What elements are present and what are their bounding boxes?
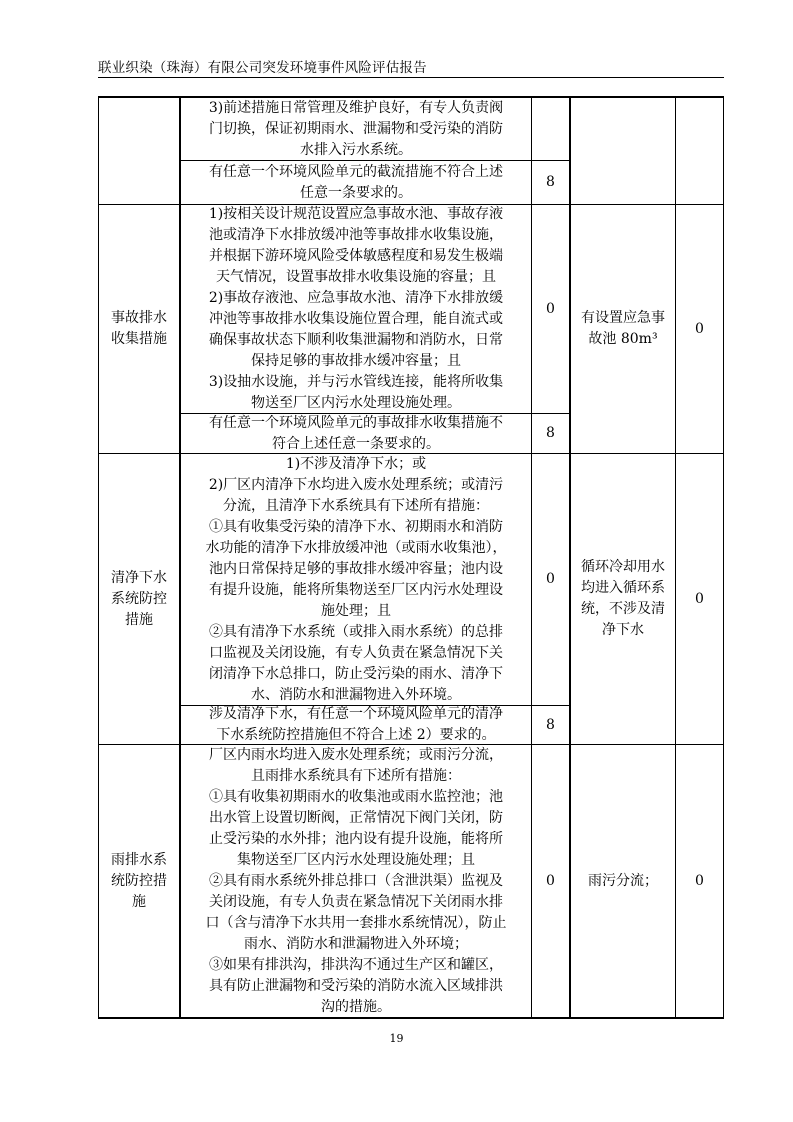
section-0-result-cell [675, 97, 724, 205]
section-3-state-cell: 雨污分流； [570, 744, 676, 1018]
section-0-row-1-score: 8 [531, 160, 570, 205]
section-3-item-cell: 雨排水系统防控措施 [98, 744, 180, 1018]
section-2-item-cell: 清净下水系统防控措施 [98, 453, 180, 745]
section-2-row-1-desc: 涉及清净下水，有任意一个环境风险单元的清净 下水系统防控措施但不符合上述 2）要求的。 [180, 705, 532, 745]
section-1-row-1-desc: 有任意一个环境风险单元的事故排水收集措施不 符合上述任意一条要求的。 [180, 413, 532, 454]
section-3-result-cell: 0 [675, 744, 724, 1018]
section-2-result-cell: 0 [675, 453, 724, 745]
table-bottom-rule [98, 1017, 724, 1019]
section-0-state-cell [570, 97, 676, 205]
section-2-row-1-score: 8 [531, 705, 570, 745]
section-0-item-cell [98, 97, 180, 205]
section-1-item-cell: 事故排水收集措施 [98, 204, 180, 454]
section-0-row-0-score [531, 97, 570, 161]
section-1-row-0-score: 0 [531, 204, 570, 414]
section-3-row-0-score: 0 [531, 744, 570, 1018]
section-1-row-0-desc: 1)按相关设计规范设置应急事故水池、事故存液 池或清净下水排放缓冲池等事故排水收集设施， 并根据下游环境风险受体敏感程度和易发生极端 天气情况，设置事故排水收集设施的容量；且 2)事故存液池、应急事故水池、清净下水排放缓 冲池等事故排水收集设施位置合理，能自流式或 确保事故状态下顺利收集泄漏物和消防水，日常 保持足够的事故排水缓冲容量；且 3)设抽水设施，并与污水管线连接，能将所收集 物送至厂区内污水处理设施处理。 [180, 204, 532, 414]
section-0-row-0-desc: 3)前述措施日常管理及维护良好，有专人负责阀 门切换，保证初期雨水、泄漏物和受污染的消防 水排入污水系统。 [180, 97, 532, 161]
header-divider [98, 77, 724, 78]
section-1-result-cell: 0 [675, 204, 724, 454]
section-2-state-cell: 循环冷却用水均进入循环系统，不涉及清净下水 [570, 453, 676, 745]
section-1-row-1-score: 8 [531, 413, 570, 454]
section-3-row-0-desc: 厂区内雨水均进入废水处理系统；或雨污分流， 且雨排水系统具有下述所有措施： ①具有收集初期雨水的收集池或雨水监控池；池 出水管上设置切断阀，正常情况下阀门关闭，防 止受污染的水外排；池内设有提升设施，能将所 集物送至厂区内污水处理设施处理；且 ②具有雨水系统外排总排口（含泄洪渠）监视及 关闭设施，有专人负责在紧急情况下关闭雨水排 口（含与清净下水共用一套排水系统情况），防止 雨水、消防水和泄漏物进入外环境； ③如果有排洪沟，排洪沟不通过生产区和罐区， 具有防止泄漏物和受污染的消防水流入区域排洪 沟的措施。 [180, 744, 532, 1018]
section-1-state-cell: 有设置应急事故池 80m³ [570, 204, 676, 454]
section-2-row-0-score: 0 [531, 453, 570, 706]
section-2-row-0-desc: 1)不涉及清净下水；或 2)厂区内清净下水均进入废水处理系统；或清污 分流，且清净下水系统具有下述所有措施： ①具有收集受污染的清净下水、初期雨水和消防 水功能的清净下水排放缓冲池（或雨水收集池）， 池内日常保持足够的事故排水缓冲容量；池内设 有提升设施，能将所集物送至厂区内污水处理设 施处理；且 ②具有清净下水系统（或排入雨水系统）的总排 口监视及关闭设施，有专人负责在紧急情况下关 闭清净下水总排口，防止受污染的雨水、清净下 水、消防水和泄漏物进入外环境。 [180, 453, 532, 706]
page-number: 19 [389, 1032, 404, 1045]
section-0-row-1-desc: 有任意一个环境风险单元的截流措施不符合上述 任意一条要求的。 [180, 160, 532, 205]
page-header-title: 联业织染（珠海）有限公司突发环境事件风险评估报告 [98, 60, 427, 76]
